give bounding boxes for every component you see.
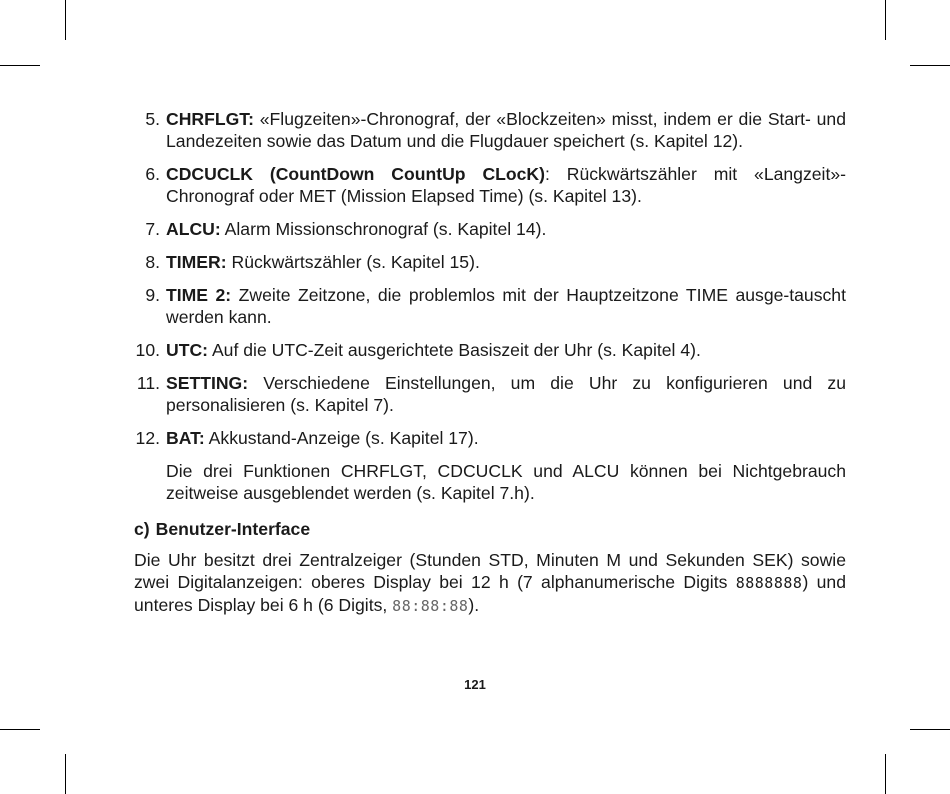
crop-mark [885,754,886,794]
paragraph-text: ) und unteres Display bei 6 h (6 Digits, [134,572,846,615]
list-term: TIME 2: [166,285,232,305]
segment-display-glyph: 8888888 [735,574,803,592]
section-heading [134,518,846,540]
crop-mark [0,65,40,66]
note-paragraph: Die drei Funktionen CHRFLGT, CDCUCLK und ALCU können bei Nichtgebrauch zeitweise ausgeblendet werden (s. Kapitel 7.h). [166,461,846,503]
list-text: Verschiedene Einstellungen, um die Uhr zu konfigurieren und zu personalisieren (s. Kapitel 7). [166,373,846,415]
list-item [134,284,846,328]
list-term: ALCU: [166,219,221,239]
list-text: «Flugzeiten»-Chronograf, der «Blockzeiten» misst, indem er die Start- und Landezeiten sowie das Datum und die Flugdauer speichert (s. Kapitel 12). [166,109,846,151]
list-item [134,372,846,416]
list-number: 9. [145,285,160,305]
section-title: Benutzer-Interface [155,519,311,539]
page-number: 121 [464,677,486,692]
crop-mark [65,0,66,40]
crop-mark [910,729,950,730]
list-term: BAT: [166,428,205,448]
list-term: TIMER: [166,252,227,272]
list-item [134,163,846,207]
list-text: Akkustand-Anzeige (s. Kapitel 17). [204,428,479,448]
list-number: 5. [145,109,160,129]
body-paragraph [134,549,846,617]
list-item [134,427,846,449]
list-term: UTC: [166,340,209,360]
crop-mark [65,754,66,794]
list-number: 8. [145,252,160,272]
list-number: 7. [145,219,160,239]
segment-display-glyph: 88:88:88 [392,597,469,615]
crop-mark [910,65,950,66]
list-text: Alarm Missionschronograf (s. Kapitel 14). [220,219,547,239]
section-label: c) [134,519,150,539]
list-text: Zweite Zeitzone, die problemlos mit der Hauptzeitzone TIME ausge-tauscht werden kann. [166,285,846,327]
list-item [134,108,846,152]
list-text: Rückwärtszähler (s. Kapitel 15). [226,252,480,272]
list-number: 12. [135,428,160,448]
list-item [134,251,846,273]
list-term: CHRFLGT: [166,109,254,129]
paragraph-text: ). [468,595,480,615]
list-text: : Rückwärtszähler mit «Langzeit»-Chronograf oder MET (Mission Elapsed Time) (s. Kapitel 13). [166,164,846,206]
list-term: SETTING: [166,373,249,393]
list-text: Auf die UTC-Zeit ausgerichtete Basiszeit der Uhr (s. Kapitel 4). [208,340,701,360]
list-number: 6. [145,164,160,184]
page-content [134,108,846,617]
crop-mark [885,0,886,40]
list-item [134,339,846,361]
list-item [134,218,846,240]
list-term: CDCUCLK (CountDown CountUp CLocK) [166,164,545,184]
paragraph-text: Die Uhr besitzt drei Zentralzeiger (Stunden STD, Minuten M und Sekunden SEK) sowie zwei Digitalanzeigen: oberes Display bei 12 h (7 alphanumerische Digits [134,550,846,592]
list-number: 10. [135,340,160,360]
crop-mark [0,729,40,730]
list-number: 11. [136,373,160,393]
